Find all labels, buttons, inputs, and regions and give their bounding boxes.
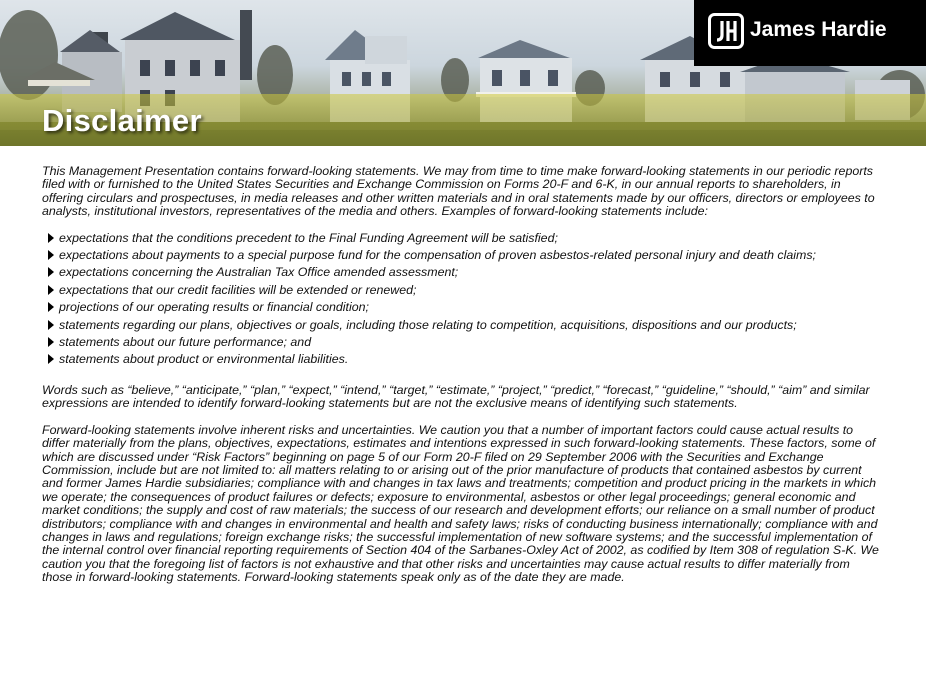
list-item: projections of our operating results or financial condition;: [42, 301, 882, 314]
keywords-paragraph: Words such as “believe,” “anticipate,” “plan,” “expect,” “intend,” “target,” “estimate,” “project,” “predict,” “forecast,” “guideline,” “should,” “aim” and similar expressions are intended to identify forward-looking statements but are not the exclusive means of identifying such statements.: [42, 382, 870, 411]
arrow-bullet-icon: [48, 337, 54, 347]
arrow-bullet-icon: [48, 267, 54, 277]
intro-paragraph: This Management Presentation contains forward-looking statements. We may from time to time make forward-looking statements in our periodic reports filed with or furnished to the United States Securities and Exchange Commission on Forms 20-F and 6-K, in our annual reports to shareholders, in offering circulars and prospectuses, in media releases and other written materials and in oral statements made by our officers, directors or employees to analysts, institutional investors, representatives of the media and others. Examples of forward-looking statements include:: [42, 164, 875, 219]
page-title: Disclaimer: [42, 103, 202, 138]
header-banner: [0, 0, 926, 146]
list-item: statements about product or environmental liabilities.: [42, 353, 882, 366]
list-item: expectations about payments to a special purpose fund for the compensation of proven asbestos-related personal injury and death claims;: [42, 249, 882, 262]
risk-factors-paragraph: Forward-looking statements involve inherent risks and uncertainties. We caution you that a number of important factors could cause actual results to differ materially from the plans, objectives, expectations, estimates and intentions expressed in such forward-looking statements. These factors, some of which are discussed under “Risk Factors” beginning on page 5 of our Form 20-F filed on 29 September 2006 with the Securities and Exchange Commission, include but are not limited to: all matters relating to or arising out of the prior manufacture of products that contained asbestos by current and former James Hardie subsidiaries; compliance with and changes in tax laws and treatments; competition and product pricing in the markets in which we operate; the consequences of product failures or defects; exposure to environmental, asbestos or other legal proceedings; general economic and market conditions; the supply and cost of raw materials; the success of our research and development efforts; our reliance on a small number of product distributors; compliance with and changes in environmental and health and safety laws; risks of conducting business internationally; compliance with and changes in laws and regulations; foreign exchange risks; the successful implementation of new software systems; and the successful implementation of the internal control over financial reporting requirements of Section 404 of the Sarbanes-Oxley Act of 2002, as codified by Item 308 of regulation S-K. We caution you that the foregoing list of factors is not exhaustive and that other risks and uncertainties may cause actual results to differ materially from those in forward-looking statements. Forward-looking statements speak only as of the date they are made.: [42, 422, 879, 585]
arrow-bullet-icon: [48, 320, 54, 330]
jh-monogram-icon: [708, 13, 744, 49]
arrow-bullet-icon: [48, 302, 54, 312]
arrow-bullet-icon: [48, 285, 54, 295]
list-item: statements about our future performance; and: [42, 336, 882, 349]
arrow-bullet-icon: [48, 354, 54, 364]
examples-list: [42, 232, 882, 367]
arrow-bullet-icon: [48, 233, 54, 243]
arrow-bullet-icon: [48, 250, 54, 260]
list-item: expectations that the conditions precedent to the Final Funding Agreement will be satisfied;: [42, 232, 882, 245]
logo-wordmark: James Hardie: [750, 18, 887, 41]
disclaimer-body: [42, 165, 882, 585]
list-item: expectations concerning the Australian Tax Office amended assessment;: [42, 266, 882, 279]
list-item: statements regarding our plans, objectives or goals, including those relating to competition, acquisitions, dispositions and our products;: [42, 319, 882, 332]
list-item: expectations that our credit facilities will be extended or renewed;: [42, 284, 882, 297]
james-hardie-logo: [694, 0, 926, 66]
